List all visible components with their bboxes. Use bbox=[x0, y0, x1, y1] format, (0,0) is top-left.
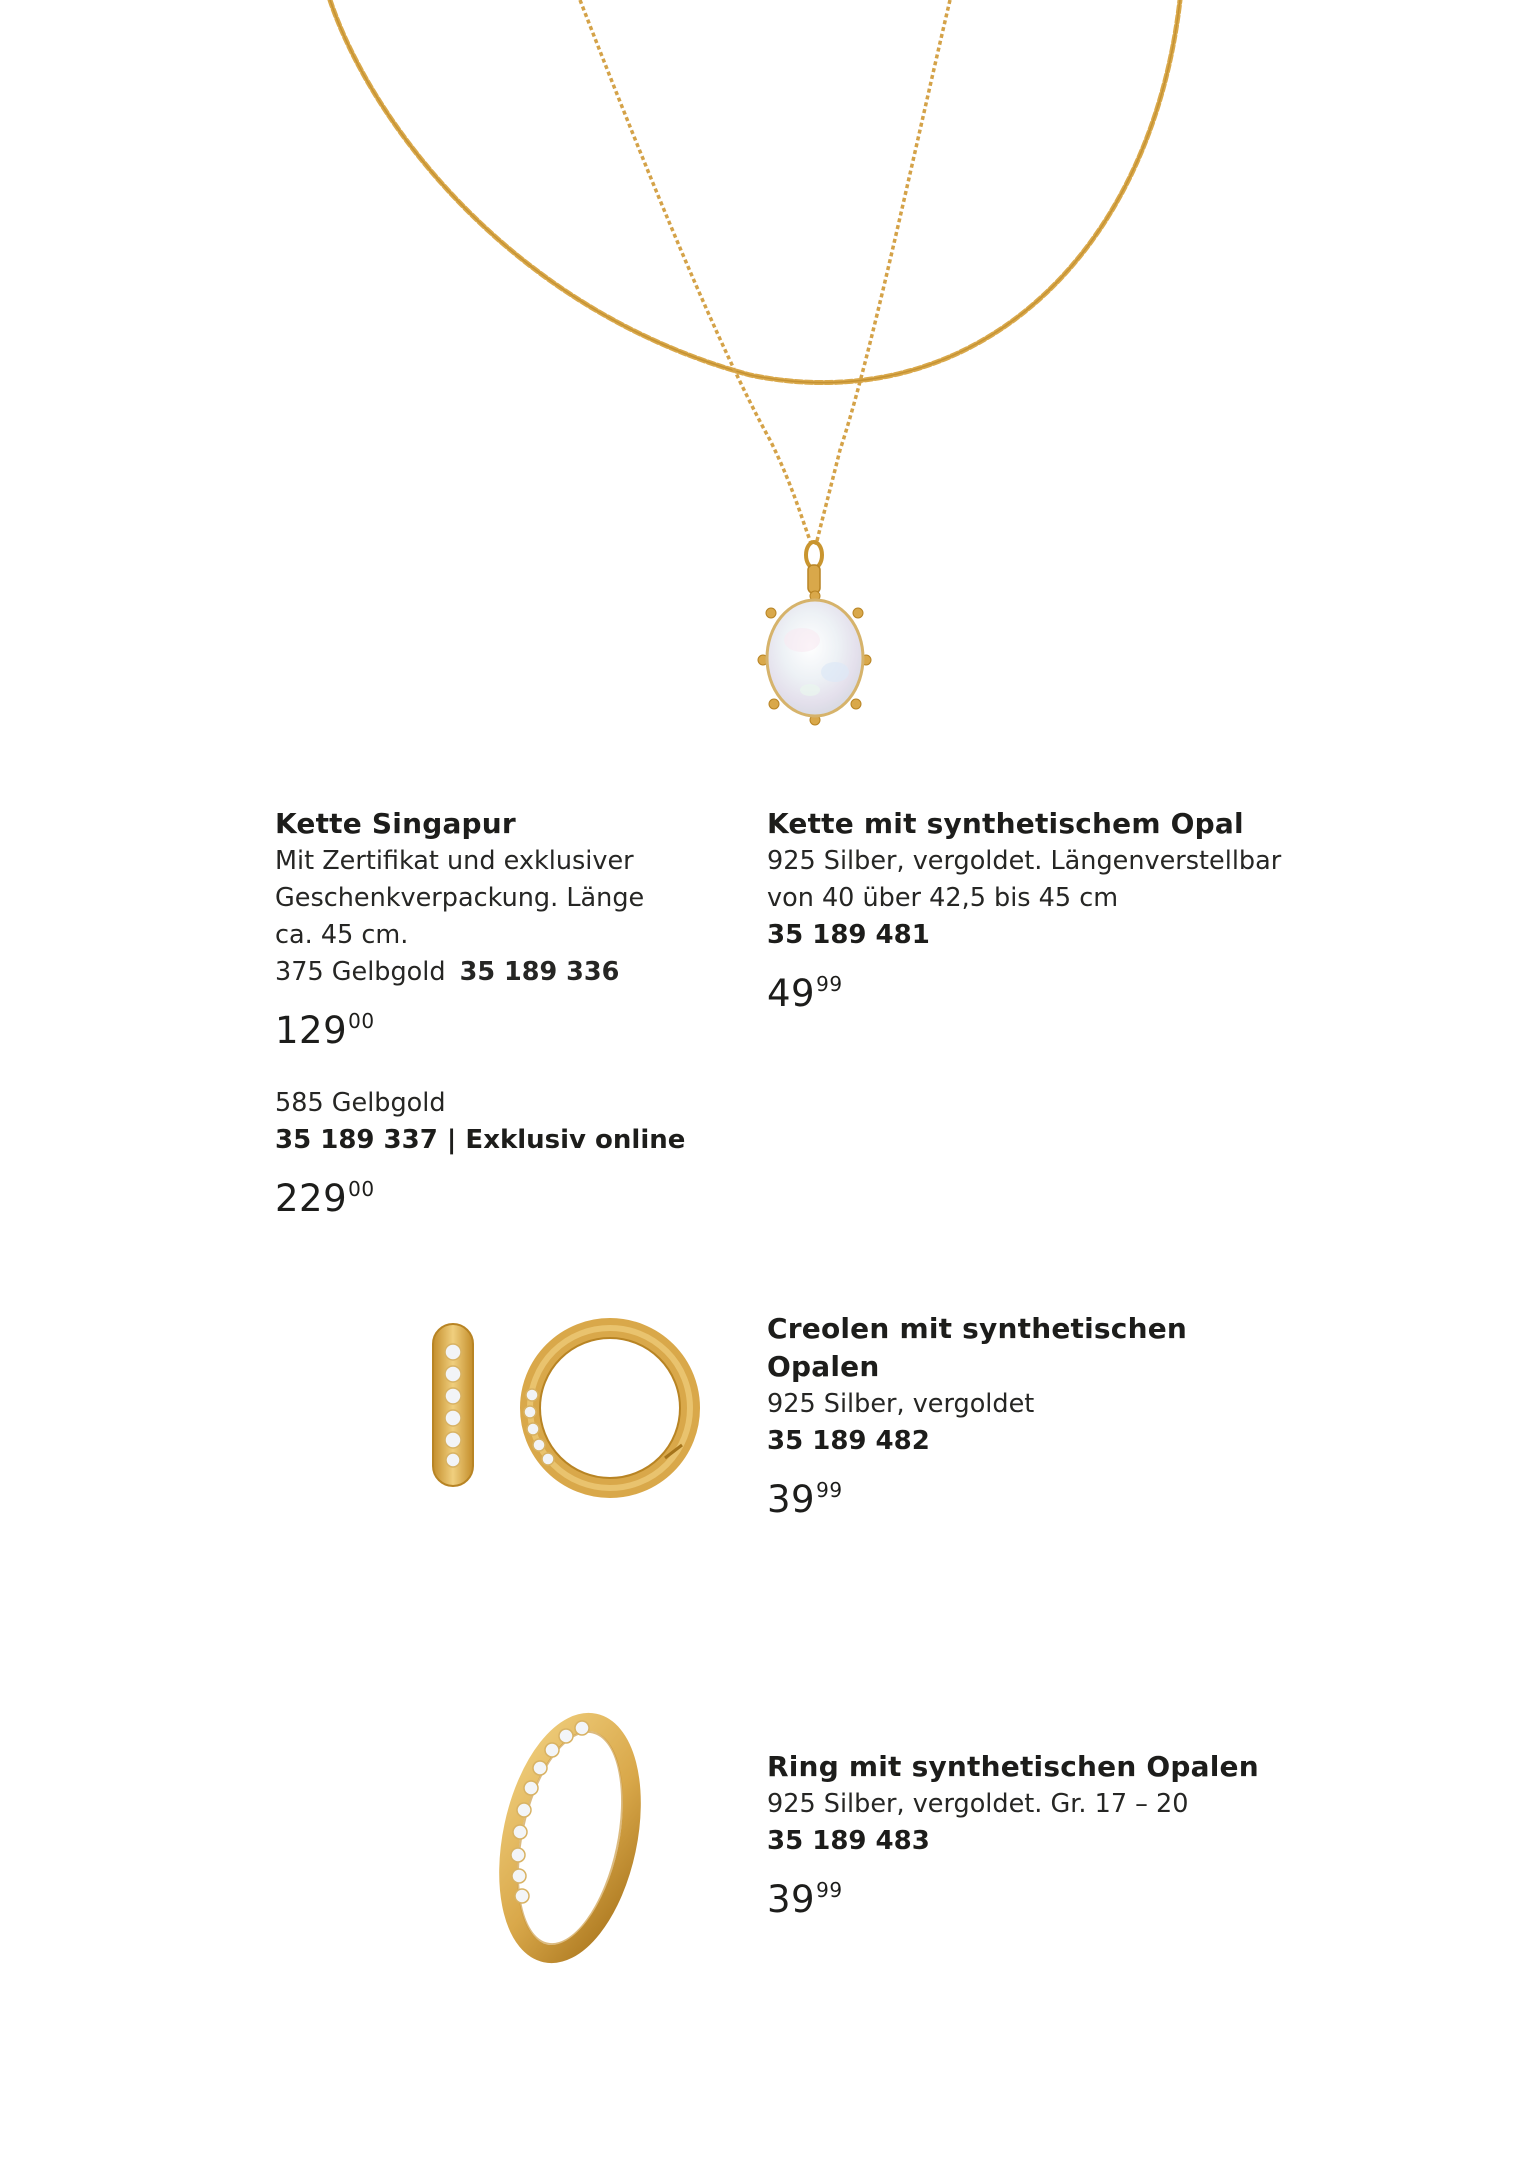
article-number: 35 189 337 | Exklusiv online bbox=[275, 1125, 686, 1155]
singapur-chain bbox=[330, 0, 1180, 383]
necklaces-image bbox=[250, 0, 1280, 740]
price bbox=[275, 999, 695, 1053]
ring-image bbox=[470, 1700, 670, 1970]
variant-material: 375 Gelbgold bbox=[275, 957, 446, 987]
product-description-line: 925 Silber, vergoldet. Längenverstellbar bbox=[767, 846, 1282, 876]
price bbox=[275, 1167, 695, 1221]
price-cents: 00 bbox=[348, 1009, 375, 1033]
price-main: 129 bbox=[275, 1009, 348, 1052]
article-number: 35 189 481 bbox=[767, 920, 930, 950]
price-main: 229 bbox=[275, 1177, 348, 1220]
opal-stone bbox=[767, 600, 863, 716]
opal-chain bbox=[580, 0, 812, 545]
variant-material: 585 Gelbgold bbox=[275, 1088, 446, 1118]
product-ring bbox=[767, 1748, 1327, 1922]
product-description-line: 925 Silber, vergoldet. Gr. 17 – 20 bbox=[767, 1789, 1189, 1819]
product-creolen bbox=[767, 1310, 1247, 1522]
product-description-line: 925 Silber, vergoldet bbox=[767, 1389, 1035, 1419]
price-main: 39 bbox=[767, 1478, 816, 1521]
product-title-line: Opalen bbox=[767, 1350, 880, 1383]
price bbox=[767, 1868, 1327, 1922]
article-number: 35 189 482 bbox=[767, 1426, 930, 1456]
product-kette-opal bbox=[767, 805, 1327, 1016]
variant-line bbox=[275, 954, 695, 991]
price-cents: 99 bbox=[816, 1478, 843, 1502]
product-title: Kette Singapur bbox=[275, 807, 516, 840]
price bbox=[767, 962, 1327, 1016]
product-title: Kette mit synthetischem Opal bbox=[767, 807, 1244, 840]
article-number: 35 189 483 bbox=[767, 1826, 930, 1856]
product-description-line: Mit Zertifikat und exklusiver bbox=[275, 846, 634, 876]
price-main: 39 bbox=[767, 1878, 816, 1921]
article-number: 35 189 336 bbox=[459, 957, 620, 987]
price-cents: 00 bbox=[348, 1177, 375, 1201]
product-description-line: ca. 45 cm. bbox=[275, 920, 409, 950]
product-title: Ring mit synthetischen Opalen bbox=[767, 1750, 1259, 1783]
product-description-line: von 40 über 42,5 bis 45 cm bbox=[767, 883, 1119, 913]
product-title-line: Creolen mit synthetischen bbox=[767, 1312, 1188, 1345]
product-kette-singapur bbox=[275, 805, 695, 1053]
price-cents: 99 bbox=[816, 1878, 843, 1902]
product-kette-singapur-variant bbox=[275, 1085, 695, 1221]
creolen-image bbox=[420, 1300, 720, 1500]
price-cents: 99 bbox=[816, 972, 843, 996]
price bbox=[767, 1468, 1247, 1522]
product-description-line: Geschenkverpackung. Länge bbox=[275, 883, 645, 913]
price-main: 49 bbox=[767, 972, 816, 1015]
